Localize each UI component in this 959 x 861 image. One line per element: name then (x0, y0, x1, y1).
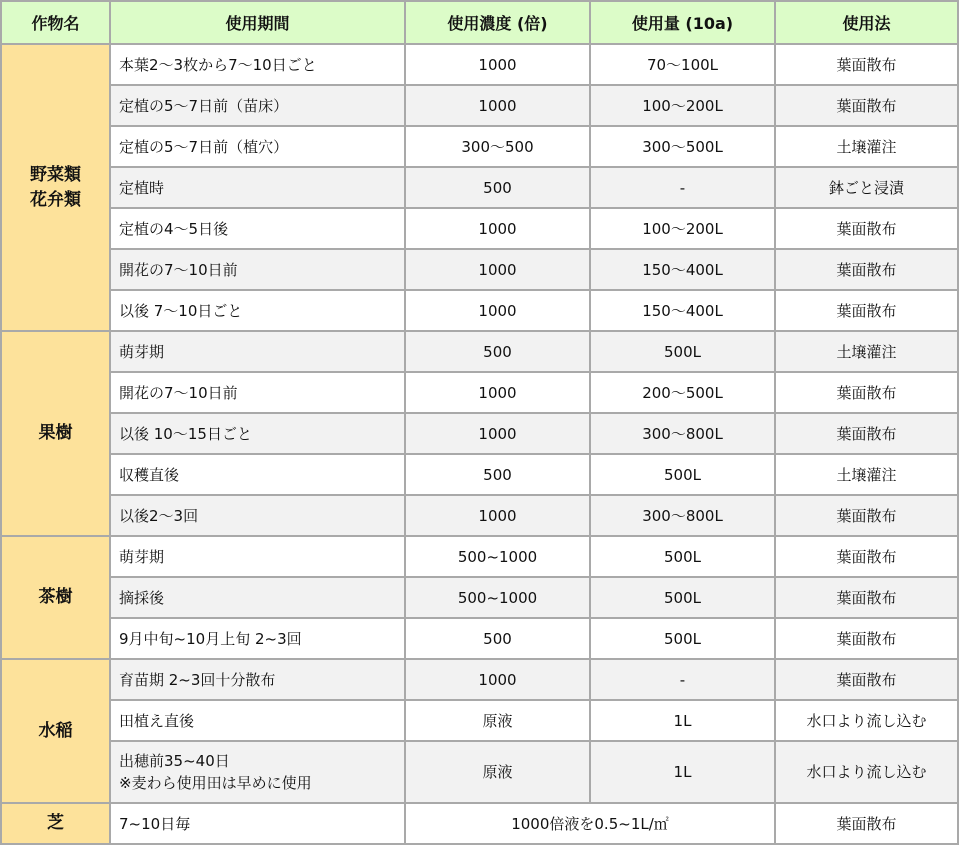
period-cell (110, 741, 405, 803)
header-amount: 使用量 (10a) (590, 1, 775, 44)
period-text: 以後2〜3回 (119, 507, 199, 525)
period-text: 定植の5〜7日前（植穴） (119, 138, 289, 156)
crop-name-cell (1, 331, 110, 536)
table-row (1, 208, 958, 249)
period-text: 開花の7〜10日前 (119, 384, 238, 402)
period-cell (110, 454, 405, 495)
method-cell: 土壌灌注 (775, 454, 958, 495)
method-cell: 葉面散布 (775, 208, 958, 249)
header-concentration: 使用濃度 (倍) (405, 1, 590, 44)
method-cell: 土壌灌注 (775, 126, 958, 167)
period-text: 萌芽期 (119, 548, 165, 566)
period-text: 7~10日毎 (119, 815, 191, 833)
amount-cell: 1L (590, 700, 775, 741)
table-row (1, 577, 958, 618)
period-text: 育苗期 2~3回十分散布 (119, 671, 276, 689)
period-text: 出穂前35~40日 (119, 752, 230, 770)
concentration-cell: 1000 (405, 372, 590, 413)
table-row (1, 700, 958, 741)
concentration-cell: 1000 (405, 290, 590, 331)
amount-cell: 500L (590, 536, 775, 577)
period-text: 以後 10〜15日ごと (119, 425, 252, 443)
header-crop: 作物名 (1, 1, 110, 44)
method-cell: 葉面散布 (775, 536, 958, 577)
method-cell: 葉面散布 (775, 85, 958, 126)
period-text: 開花の7〜10日前 (119, 261, 238, 279)
table-row (1, 454, 958, 495)
amount-cell: 70〜100L (590, 44, 775, 85)
period-cell (110, 413, 405, 454)
period-cell (110, 618, 405, 659)
method-cell: 葉面散布 (775, 577, 958, 618)
method-cell: 葉面散布 (775, 659, 958, 700)
period-cell (110, 85, 405, 126)
concentration-cell: 原液 (405, 700, 590, 741)
period-text: 本葉2〜3枚から7〜10日ごと (119, 56, 317, 74)
period-cell (110, 290, 405, 331)
amount-cell: 300〜500L (590, 126, 775, 167)
crop-name: 野菜類 (30, 164, 81, 185)
period-cell (110, 803, 405, 844)
table-row (1, 495, 958, 536)
concentration-cell: 1000 (405, 44, 590, 85)
amount-cell: 150〜400L (590, 249, 775, 290)
table-row (1, 803, 958, 844)
concentration-cell: 500 (405, 454, 590, 495)
amount-cell: - (590, 659, 775, 700)
period-text: 定植の4〜5日後 (119, 220, 229, 238)
concentration-cell: 500 (405, 167, 590, 208)
concentration-cell: 原液 (405, 741, 590, 803)
method-cell: 土壌灌注 (775, 331, 958, 372)
amount-cell: 300〜800L (590, 495, 775, 536)
table-row (1, 167, 958, 208)
concentration-cell: 500 (405, 618, 590, 659)
period-cell (110, 208, 405, 249)
table-row (1, 536, 958, 577)
concentration-cell: 1000 (405, 659, 590, 700)
period-text: 摘採後 (119, 589, 165, 607)
amount-cell: 200〜500L (590, 372, 775, 413)
period-cell (110, 44, 405, 85)
period-text: 収穫直後 (119, 466, 180, 484)
period-cell (110, 495, 405, 536)
table-row (1, 249, 958, 290)
header-method: 使用法 (775, 1, 958, 44)
period-text: 以後 7〜10日ごと (119, 302, 243, 320)
table-row (1, 44, 958, 85)
crop-name-cell (1, 803, 110, 844)
method-cell: 葉面散布 (775, 44, 958, 85)
header-row (1, 1, 958, 44)
method-cell: 葉面散布 (775, 495, 958, 536)
method-cell: 葉面散布 (775, 290, 958, 331)
method-cell: 鉢ごと浸漬 (775, 167, 958, 208)
table-row (1, 331, 958, 372)
table-row (1, 413, 958, 454)
crop-name-cell (1, 536, 110, 659)
amount-cell: 500L (590, 454, 775, 495)
concentration-cell: 1000 (405, 249, 590, 290)
concentration-cell: 1000 (405, 85, 590, 126)
amount-cell: 500L (590, 577, 775, 618)
amount-cell: 500L (590, 331, 775, 372)
table-row (1, 741, 958, 803)
amount-cell: 100〜200L (590, 208, 775, 249)
period-cell (110, 536, 405, 577)
header-period: 使用期間 (110, 1, 405, 44)
period-text: 9月中旬~10月上旬 2~3回 (119, 630, 302, 648)
table-row (1, 618, 958, 659)
period-cell (110, 167, 405, 208)
concentration-cell: 300〜500 (405, 126, 590, 167)
table-row (1, 372, 958, 413)
method-cell: 葉面散布 (775, 618, 958, 659)
amount-cell: 300〜800L (590, 413, 775, 454)
method-cell: 葉面散布 (775, 372, 958, 413)
method-cell: 水口より流し込む (775, 700, 958, 741)
amount-cell: 1L (590, 741, 775, 803)
method-cell: 葉面散布 (775, 249, 958, 290)
period-cell (110, 126, 405, 167)
concentration-cell: 1000 (405, 208, 590, 249)
table-row (1, 85, 958, 126)
method-cell: 水口より流し込む (775, 741, 958, 803)
period-text: ※麦わら使用田は早めに使用 (119, 774, 312, 792)
period-cell (110, 372, 405, 413)
crop-name: 水稲 (38, 720, 73, 741)
method-cell: 葉面散布 (775, 413, 958, 454)
period-text: 田植え直後 (119, 712, 195, 730)
period-cell (110, 659, 405, 700)
crop-name: 茶樹 (38, 587, 73, 607)
period-text: 定植時 (119, 179, 165, 197)
period-text: 萌芽期 (119, 343, 165, 361)
crop-name: 芝 (47, 813, 64, 833)
period-cell (110, 331, 405, 372)
table-row (1, 290, 958, 331)
concentration-cell: 500~1000 (405, 536, 590, 577)
amount-cell: 100〜200L (590, 85, 775, 126)
concentration-cell: 500~1000 (405, 577, 590, 618)
method-cell: 葉面散布 (775, 803, 958, 844)
period-cell (110, 700, 405, 741)
amount-cell: 500L (590, 618, 775, 659)
crop-name-cell (1, 659, 110, 803)
crop-name-cell (1, 44, 110, 331)
crop-name: 果樹 (38, 423, 73, 443)
period-text: 定植の5〜7日前（苗床） (119, 97, 289, 115)
crop-name: 花弁類 (30, 189, 81, 210)
period-cell (110, 249, 405, 290)
concentration-cell: 1000 (405, 413, 590, 454)
table-row (1, 659, 958, 700)
concentration-cell: 1000 (405, 495, 590, 536)
table-row (1, 126, 958, 167)
period-cell (110, 577, 405, 618)
concentration-cell: 500 (405, 331, 590, 372)
concentration-amount-cell: 1000倍液を0.5~1L/㎡ (405, 803, 775, 844)
amount-cell: - (590, 167, 775, 208)
amount-cell: 150〜400L (590, 290, 775, 331)
